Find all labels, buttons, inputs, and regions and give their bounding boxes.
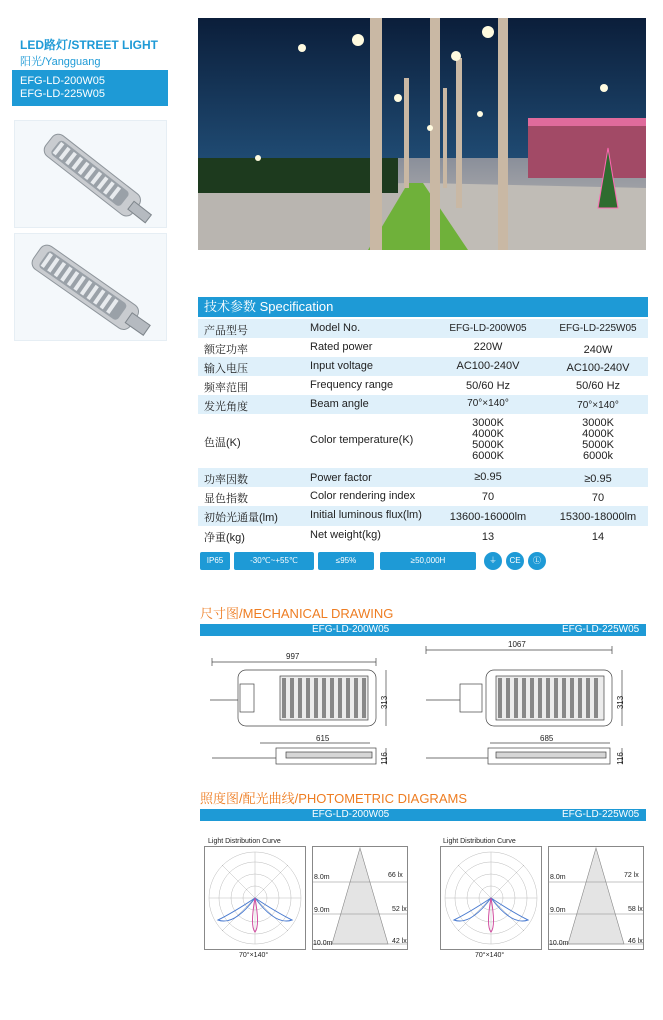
spec-val-a: EFG-LD-200W05 [449,323,527,334]
spec-val-b: 3000K [582,417,614,429]
spec-en: Beam angle [310,398,369,410]
product-thumbnail-1[interactable] [14,120,167,228]
spec-cn: 净重(kg) [204,532,245,544]
spec-cn: 色温(K) [204,437,241,449]
temperature-icon: -30℃~+55℃ [234,552,314,570]
curve-label-a: Light Distribution Curve [208,838,281,845]
spec-row-cri [198,487,648,506]
spec-val-a: 70 [481,491,495,503]
illuminance-cone-a [312,846,408,950]
spec-cn: 频率范围 [204,382,248,394]
height-a-1: 9.0m [314,907,330,914]
spec-val-b: AC100-240V [566,362,630,374]
spec-val-a: ≥0.95 [474,471,502,483]
spec-en: Model No. [310,322,361,334]
mech-model-a: EFG-LD-200W05 [312,624,390,635]
mech-model-b: EFG-LD-225W05 [562,624,640,635]
photo-model-b: EFG-LD-225W05 [562,809,640,820]
spec-val-a: 70°×140° [467,398,509,409]
spec-en: Rated power [310,341,373,353]
model-a-label: EFG-LD-200W05 [20,75,105,87]
spec-cn: 产品型号 [204,325,248,337]
ip65-icon: IP65 [200,552,230,570]
illuminance-cone-b [548,846,644,950]
spec-val-a: 220W [473,341,503,353]
mechanical-drawing [200,640,646,775]
spec-cn: 输入电压 [204,363,248,375]
height-b-2: 10.0m [549,940,569,947]
height-a-0: 8.0m [314,874,330,881]
product-thumbnail-2[interactable] [14,233,167,341]
spec-val-b: 5000K [582,439,614,451]
spec-val-b: 15300-18000lm [559,511,637,523]
polar-curve-a [204,846,306,950]
product-subtitle: 阳光/Yangguang [20,56,101,68]
spec-row-power-factor [198,468,648,487]
photometric-title: 照度图/配光曲线/PHOTOMETRIC DIAGRAMS [200,791,467,806]
lux-a-1: 52 lx [392,906,407,913]
dim-a-side-length: 615 [316,734,330,743]
humidity-icon: ≤95% [318,552,374,570]
lux-a-0: 66 lx [388,872,403,879]
spec-val-a: 3000K [472,417,504,429]
spec-row-weight [198,526,648,546]
dim-b-length: 1067 [508,640,526,649]
spec-cn: 额定功率 [204,344,248,356]
height-b-0: 8.0m [550,874,566,881]
spec-en: Initial luminous flux(lm) [310,509,422,521]
beam-label-b: 70°×140° [475,952,505,959]
lux-b-1: 58 lx [628,906,643,913]
spec-val-b: 70 [591,492,605,504]
spec-en: Input voltage [310,360,373,372]
spec-val-b: 50/60 Hz [575,380,621,392]
lux-a-2: 42 lx [392,938,407,945]
spec-val-b: 14 [591,531,605,543]
dim-a-length: 997 [286,652,300,661]
dim-a-height: 313 [380,695,390,710]
product-title: LED路灯/STREET LIGHT [20,38,159,52]
spec-header: 技术参数 Specification [198,297,648,317]
spec-cn: 初始光通量(lm) [204,512,278,524]
street-light-image [15,121,168,229]
spec-row-color-temp [198,414,648,468]
spec-val-b: EFG-LD-225W05 [559,323,637,334]
spec-cn: 发光角度 [204,401,248,413]
spec-val-a: 6000K [472,450,504,462]
photometric-model-bar [200,809,646,821]
lifetime-icon: ≥50,000H [380,552,476,570]
spec-row-beam [198,395,648,414]
beam-label-a: 70°×140° [239,952,269,959]
spec-val-b: 6000k [583,450,613,462]
mechanical-title: 尺寸图/MECHANICAL DRAWING [200,606,394,621]
dim-b-height: 313 [616,695,626,710]
spec-val-b: ≥0.95 [584,473,612,485]
height-b-1: 9.0m [550,907,566,914]
spec-cn: 显色指数 [204,493,248,505]
lux-b-0: 72 lx [624,872,639,879]
spec-en: Frequency range [310,379,394,391]
model-b-label: EFG-LD-225W05 [20,88,105,100]
dim-b-side-height: 116 [615,752,625,765]
lux-b-2: 46 lx [628,938,643,945]
spec-row-frequency [198,376,648,395]
spec-row-voltage [198,357,648,376]
spec-val-a: 5000K [472,439,504,451]
spec-val-a: 4000K [472,428,504,440]
spec-cn: 功率因数 [204,474,248,486]
spec-val-a: AC100-240V [456,360,520,372]
spec-en: Net weight(kg) [310,529,381,541]
spec-row-model [198,319,648,338]
dim-b-side-length: 685 [540,734,554,743]
spec-val-a: 13600-16000lm [449,511,527,523]
spec-val-b: 70°×140° [577,400,619,411]
photo-model-a: EFG-LD-200W05 [312,809,390,820]
ground-icon: ⏚ [484,552,502,570]
spec-val-a: 13 [481,531,495,543]
curve-label-b: Light Distribution Curve [443,838,516,845]
ce-icon: CE [506,552,524,570]
spec-row-flux [198,506,648,526]
certification-icons [198,550,648,574]
dim-a-side-height: 116 [379,752,389,765]
spec-en: Color rendering index [310,490,416,502]
street-night-photo [198,18,646,250]
height-a-2: 10.0m [313,940,333,947]
spec-val-b: 240W [583,344,613,356]
mechanical-model-bar [200,624,646,636]
spec-row-power [198,338,648,357]
polar-curve-b [440,846,542,950]
street-light-image [15,234,168,342]
spec-en: Color temperature(K) [310,434,414,446]
spec-en: Power factor [310,472,372,484]
spec-val-a: 50/60 Hz [465,380,511,392]
ul-icon: Ⓛ [528,552,546,570]
spec-val-b: 4000K [582,428,614,440]
